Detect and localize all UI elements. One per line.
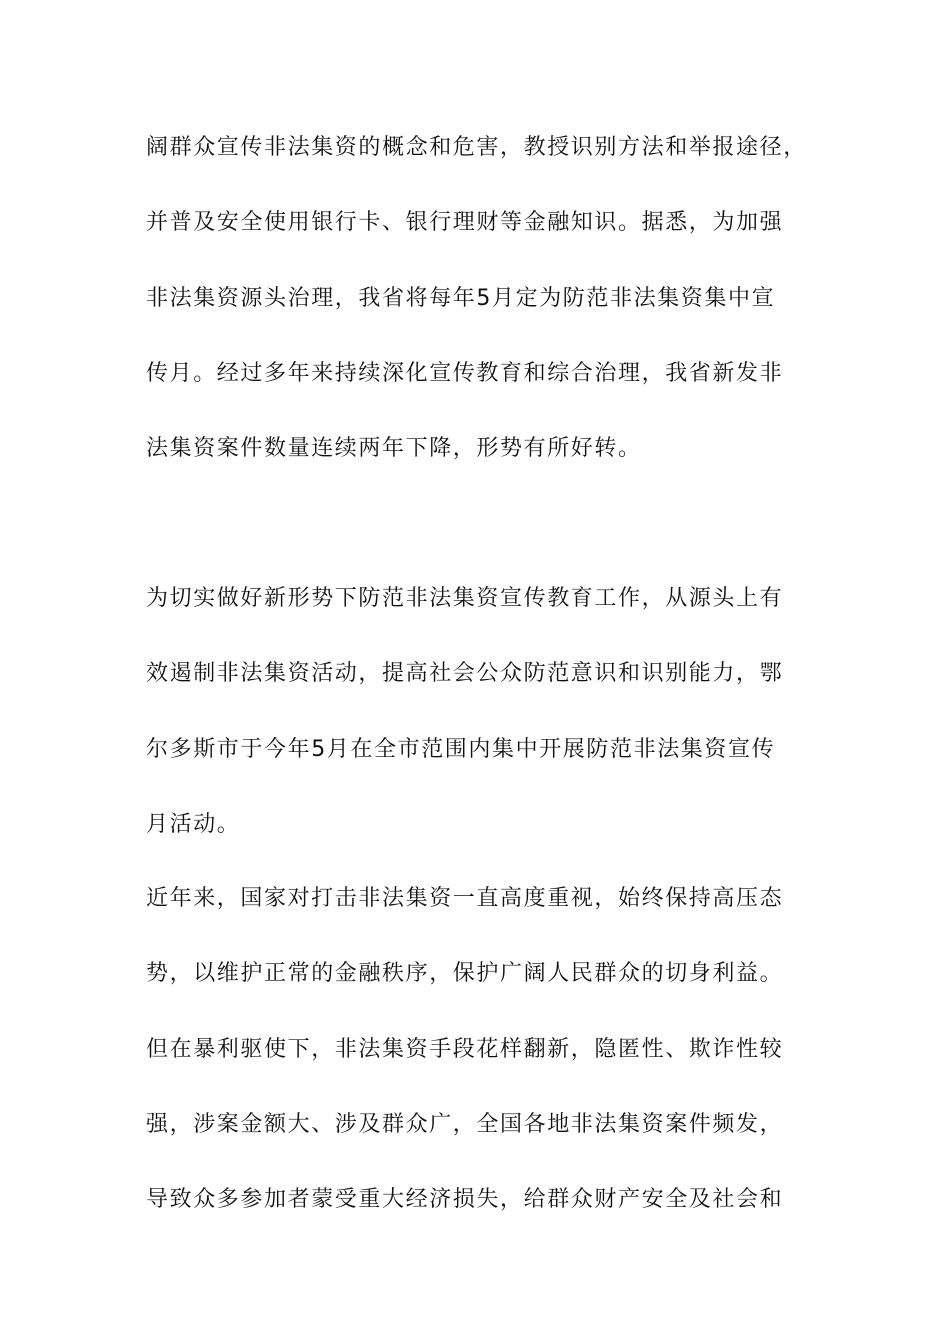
text-line: 为切实做好新形势下防范非法集资宣传教育工作，从源头上有 xyxy=(146,586,784,611)
text-line: 并普及安全使用银行卡、银行理财等金融知识。据悉，为加强 xyxy=(146,210,784,235)
text-line: 效遏制非法集资活动，提高社会公众防范意识和识别能力，鄂 xyxy=(146,661,784,686)
text-line: 传月。经过多年来持续深化宣传教育和综合治理，我省新发非 xyxy=(146,361,784,386)
text-line: 强，涉案金额大、涉及群众广，全国各地非法集资案件频发， xyxy=(146,1112,784,1137)
text-line: 尔多斯市于今年5月在全市范围内集中开展防范非法集资宣传 xyxy=(146,737,776,762)
text-line: 法集资案件数量连续两年下降，形势有所好转。 xyxy=(146,436,642,461)
text-line: 导致众多参加者蒙受重大经济损失，给群众财产安全及社会和 xyxy=(146,1187,784,1212)
text-line: 非法集资源头治理，我省将每年5月定为防范非法集资集中宣 xyxy=(146,286,776,311)
text-line: 近年来，国家对打击非法集资一直高度重视，始终保持高压态 xyxy=(146,886,784,911)
text-line: 阔群众宣传非法集资的概念和危害，教授识别方法和举报途径， xyxy=(146,135,807,160)
text-line: 但在暴利驱使下，非法集资手段花样翻新，隐匿性、欺诈性较 xyxy=(146,1037,784,1062)
text-line: 势，以维护正常的金融秩序，保护广阔人民群众的切身利益。 xyxy=(146,961,784,986)
text-line: 月活动。 xyxy=(146,812,241,837)
